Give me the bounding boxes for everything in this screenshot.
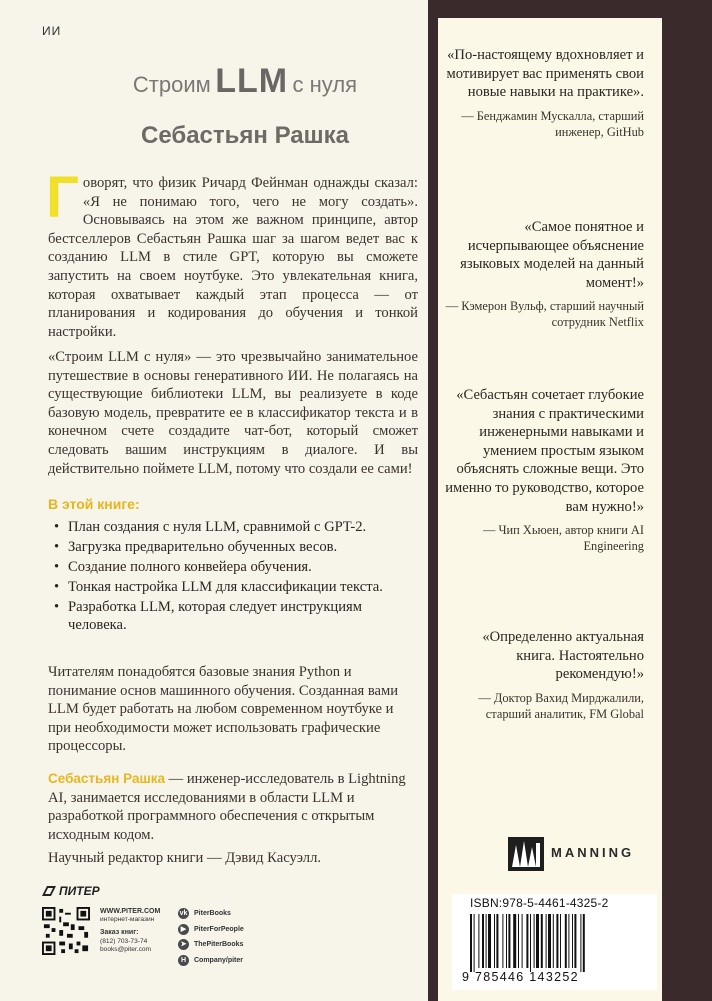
site-caption: интернет-магазин [100,916,155,924]
isbn-text: ISBN:978-5-4461-4325-2 [470,896,609,910]
piter-logo [42,884,100,898]
social-links [178,906,244,968]
list-item: • Разработка LLM, которая следует инструкциям человека. [54,598,404,634]
quote-1 [444,46,644,140]
intro-text: оворят, что физик Ричард Фейнман однажды сказал: «Я не понимаю того, чего не могу создать». Основываясь на этом же важном принципе, автор бестселлеров Себастьян Рашка шаг за шагом ведет вас к созданию LLM в стиле GPT, которую вы сможете запустить на своем ноутбуке. Это увлекательная книга, которая охватывает каждый этап процесса — от планирования и кодирования до обучения и тонкой настройки. [48,175,418,340]
site-url[interactable]: WWW.PITER.COM [100,908,161,915]
in-book-heading: В этой книге: [48,496,140,512]
barcode-icon [470,914,648,972]
list-item: • Загрузка предварительно обученных весов. [54,538,404,556]
intro-paragraph [46,165,418,341]
social-row-habr[interactable] [178,953,244,969]
editor-note: Научный редактор книги — Дэвид Касуэлл. [48,850,321,866]
title-part-2: LLM [215,62,289,100]
social-row-telegram[interactable] [178,937,244,953]
title-part-1: Строим [132,72,211,97]
habr-icon: H [178,955,189,966]
qr-code-icon [42,907,90,955]
social-label: Company/piter [194,956,244,964]
quote-attribution: — Доктор Вахид Мирджалили, старший аналитик, FM Global [478,690,644,721]
social-label: ThePiterBooks [194,941,244,949]
piter-wordmark: ПИТЕР [59,884,100,898]
order-email[interactable]: books@piter.com [100,945,152,953]
telegram-icon: ➤ [178,939,189,950]
youtube-icon: ▶ [178,924,189,935]
author-name: Себастьян Рашка [141,122,349,149]
series-label: ИИ [42,24,62,38]
manning-wordmark: MANNING [551,845,635,860]
social-label: PiterForPeople [194,925,244,933]
social-label: PiterBooks [194,910,231,918]
quote-2 [444,218,644,330]
social-row-vk[interactable] [178,906,244,922]
list-item: • Создание полного конвейера обучения. [54,558,404,576]
vk-icon: vk [179,910,188,918]
social-row-youtube[interactable] [178,922,244,938]
quote-text: «Самое понятное и исчерпывающее объяснение языковых моделей на данный момент!» [460,219,644,291]
order-phone: (812) 703-73-74 [100,937,148,945]
drop-cap: Г [46,165,79,230]
publisher-contacts [100,908,160,954]
paragraph-2: «Строим LLM с нуля» — это чрезвычайно занимательное путешествие в основы генеративного ИИ. Не полагаясь на существующие библиотеки LLM, вы реализуете в коде базовую модель, превратите ее в классификатор текста и в конечном счете создадите чат-бот, который сможет следовать вашим инструкциям в диалоге. И вы действительно поймете LLM, потому что создали ее сами! [48,349,418,477]
quote-attribution: — Бенджамин Мускалла, старший инженер, GitHub [461,108,644,139]
quote-text: «Себастьян сочетает глубокие знания с практическими инженерными навыками и умением простым языком объяснять сложные вещи. Это именно то руководство, которое вам нужно!» [445,387,644,515]
about-author-name: Себастьян Рашка [48,771,165,786]
order-label: Заказ книг: [100,929,139,937]
quote-3 [444,386,644,554]
in-book-list [54,518,404,636]
title-part-3: с нуля [292,72,358,97]
about-author-text: — инженер-исследователь в Lightning AI, занимается исследованиями в области LLM и разработкой программного обеспечения с открытым исходным кодом. [48,771,406,843]
manning-logo-block [508,835,668,875]
barcode-number: 9 785446 143252 [462,970,579,984]
quote-4 [444,628,644,722]
manning-logo-icon [508,837,544,871]
quote-attribution: — Чип Хьюен, автор книги AI Engineering [482,523,644,554]
quote-text: «Определенно актуальная книга. Настоятельно рекомендую!» [482,629,644,683]
about-author [48,770,418,844]
paragraph-3: Читателям понадобятся базовые знания Python и понимание основ машинного обучения. Созданная вами LLM будет работать на любом современном ноутбуке и при необходимости может использовать графические процессоры. [48,664,399,755]
quote-attribution: — Кэмерон Вульф, старший научный сотрудник Netflix [445,299,644,330]
list-item: • План создания с нуля LLM, сравнимой с GPT-2. [54,518,404,536]
book-title [100,62,390,101]
piter-mark-icon [42,885,56,897]
quote-text: «По-настоящему вдохновляет и мотивирует вас применять свои новые навыки на практике». [446,47,644,101]
list-item: • Тонкая настройка LLM для классификации текста. [54,578,404,596]
